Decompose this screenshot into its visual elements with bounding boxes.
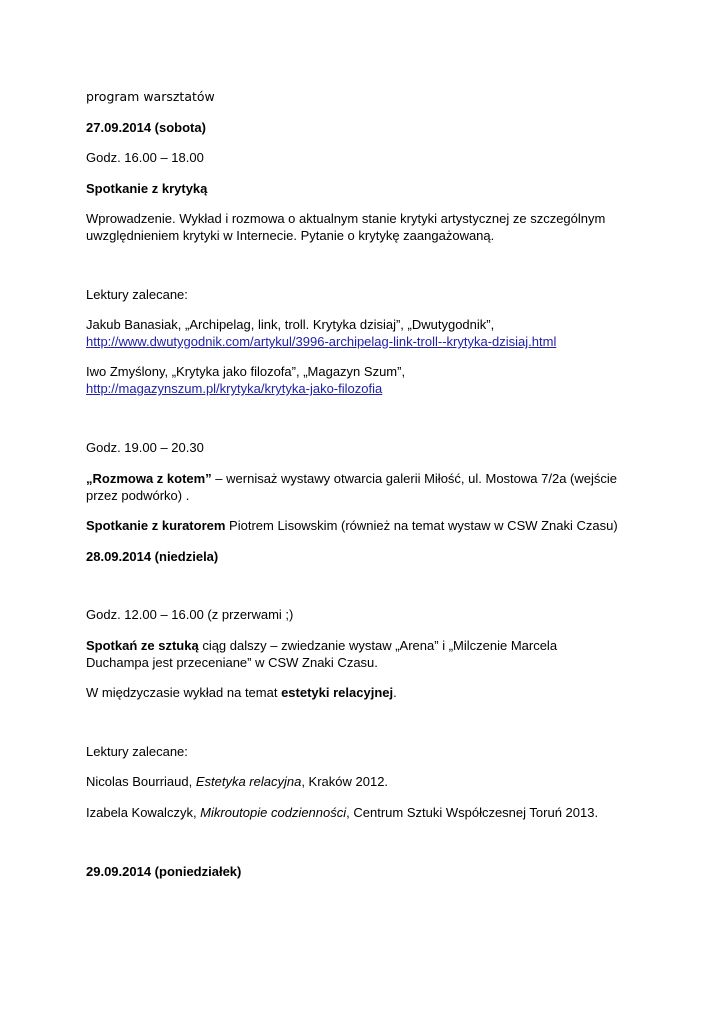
day2-event1-line1 — [86, 637, 557, 654]
day2-lecture-post: . — [393, 685, 397, 700]
day1-event2-line1 — [86, 470, 617, 487]
day2-event1-description: ciąg dalszy – zwiedzanie wystaw „Arena” i „Milczenie Marcela — [198, 638, 558, 653]
day2-date — [86, 548, 218, 565]
day1-reading2-text: Iwo Zmyślony, „Krytyka jako filozofa”, „Magazyn Szum”, — [86, 364, 406, 379]
day2-event1-title: Spotkań ze sztuką — [86, 638, 199, 653]
day1-description-line2: uwzględnieniem krytyki w Internecie. Pytanie o krytykę zaangażowaną. — [86, 228, 495, 243]
day2-time1: Godz. 12.00 – 16.00 (z przerwami ;) — [86, 607, 294, 622]
day2-reading1-rest: , Kraków 2012. — [301, 774, 389, 789]
day2-reading2 — [86, 804, 598, 821]
day2-event1-line2: Duchampa jest przeceniane” w CSW Znaki Czasu. — [86, 655, 378, 670]
day1-event2-line2: przez podwórko) . — [86, 488, 190, 503]
day1-reading1-text: Jakub Banasiak, „Archipelag, link, troll. Krytyka dzisiaj”, „Dwutygodnik”, — [86, 317, 495, 332]
day1-event2-title: „Rozmowa z kotem” — [86, 471, 212, 486]
day2-lecture — [86, 684, 397, 701]
day1-event3-title: Spotkanie z kuratorem — [86, 518, 226, 533]
day1-date — [86, 119, 206, 136]
day2-reading1-author: Nicolas Bourriaud, — [86, 774, 196, 789]
day3-date — [86, 863, 241, 880]
day2-date-text: 28.09.2014 (niedziela) — [86, 549, 219, 564]
day2-readings-label: Lektury zalecane: — [86, 744, 188, 759]
document-header: program warsztatów — [86, 89, 215, 104]
day1-event3-description: Piotrem Lisowskim (również na temat wystaw w CSW Znaki Czasu) — [225, 518, 618, 533]
day1-reading2-link[interactable]: http://magazynszum.pl/krytyka/krytyka-jako-filozofia — [86, 381, 383, 396]
day1-date-text: 27.09.2014 (sobota) — [86, 120, 206, 135]
day3-date-text: 29.09.2014 (poniedziałek) — [86, 864, 242, 879]
day1-reading2-line — [86, 380, 382, 397]
day2-lecture-topic: estetyki relacyjnej — [281, 685, 394, 700]
day2-reading2-rest: , Centrum Sztuki Współczesnej Toruń 2013. — [346, 805, 599, 820]
day1-time2: Godz. 19.00 – 20.30 — [86, 440, 204, 455]
day2-reading1-title: Estetyka relacyjna — [195, 774, 302, 789]
day1-description-line1: Wprowadzenie. Wykład i rozmowa o aktualnym stanie krytyki artystycznej ze szczególnym — [86, 211, 606, 226]
day2-reading1 — [86, 773, 388, 790]
day1-reading1-link[interactable]: http://www.dwutygodnik.com/artykul/3996-archipelag-link-troll--krytyka-dzisiaj.html — [86, 334, 557, 349]
day1-event3 — [86, 517, 618, 534]
day2-lecture-pre: W międzyczasie wykład na temat — [86, 685, 282, 700]
day2-reading2-author: Izabela Kowalczyk, — [86, 805, 201, 820]
day1-event2-description: – wernisaż wystawy otwarcia galerii Miłość, ul. Mostowa 7/2a (wejście — [211, 471, 617, 486]
day1-title1 — [86, 180, 207, 197]
day1-title1-text: Spotkanie z krytyką — [86, 181, 208, 196]
day1-readings-label: Lektury zalecane: — [86, 287, 188, 302]
day2-reading2-title: Mikroutopie codzienności — [200, 805, 347, 820]
day1-time1: Godz. 16.00 – 18.00 — [86, 150, 204, 165]
day1-reading1-line — [86, 333, 556, 350]
